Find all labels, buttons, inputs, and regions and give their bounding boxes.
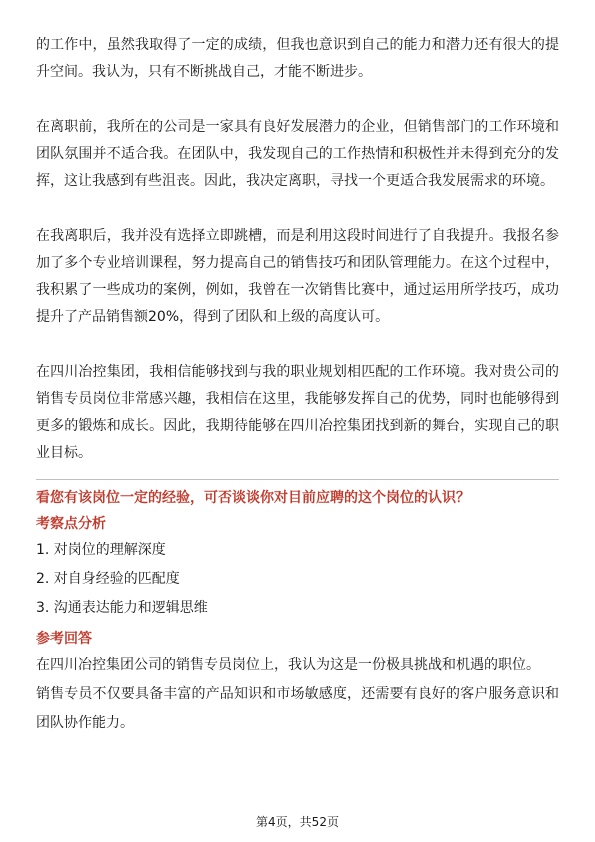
section-divider	[36, 479, 559, 480]
page-number: 第4页，共52页	[256, 815, 339, 829]
reference-answer-line-2: 销售专员不仅要具备丰富的产品知识和市场敏感度，还需要有良好的客户服务意识和团队协作能力。	[36, 686, 559, 731]
body-paragraph-3: 在我离职后，我并没有选择立即跳槽，而是利用这段时间进行了自我提升。我报名参加了多个专业培训课程，努力提高自己的销售技巧和团队管理能力。在这个过程中，我积累了一些成功的案例，例如，我曾在一次销售比赛中，通过运用所学技巧，成功提升了产品销售额20%，得到了团队和上级的高度认可。	[36, 228, 559, 325]
reference-answer-line-1: 在四川冶控集团公司的销售专员岗位上，我认为这是一份极具挑战和机遇的职位。	[36, 657, 540, 673]
analysis-point-1: 1. 对岗位的理解深度	[36, 542, 166, 558]
analysis-point-2: 2. 对自身经验的匹配度	[36, 571, 180, 587]
analysis-title: 考察点分析	[36, 516, 106, 532]
analysis-point-3: 3. 沟通表达能力和逻辑思维	[36, 600, 208, 616]
reference-answer-title: 参考回答	[36, 631, 92, 647]
body-paragraph-1: 的工作中，虽然我取得了一定的成绩，但我也意识到自己的能力和潜力还有很大的提升空间。我认为，只有不断挑战自己，才能不断进步。	[36, 37, 559, 80]
body-paragraph-4: 在四川冶控集团，我相信能够找到与我的职业规划相匹配的工作环境。我对贵公司的销售专员岗位非常感兴趣，我相信在这里，我能够发挥自己的优势，同时也能够得到更多的锻炼和成长。因此，我期待能够在四川冶控集团找到新的舞台，实现自己的职业目标。	[36, 364, 559, 461]
body-paragraph-2: 在离职前，我所在的公司是一家具有良好发展潜力的企业，但销售部门的工作环境和团队氛围并不适合我。在团队中，我发现自己的工作热情和积极性并未得到充分的发挥，这让我感到有些沮丧。因此，我决定离职，寻找一个更适合我发展需求的环境。	[36, 119, 559, 189]
document-page	[36, 32, 559, 738]
interview-question: 看您有该岗位一定的经验，可否谈谈你对目前应聘的这个岗位的认识？	[36, 490, 470, 506]
